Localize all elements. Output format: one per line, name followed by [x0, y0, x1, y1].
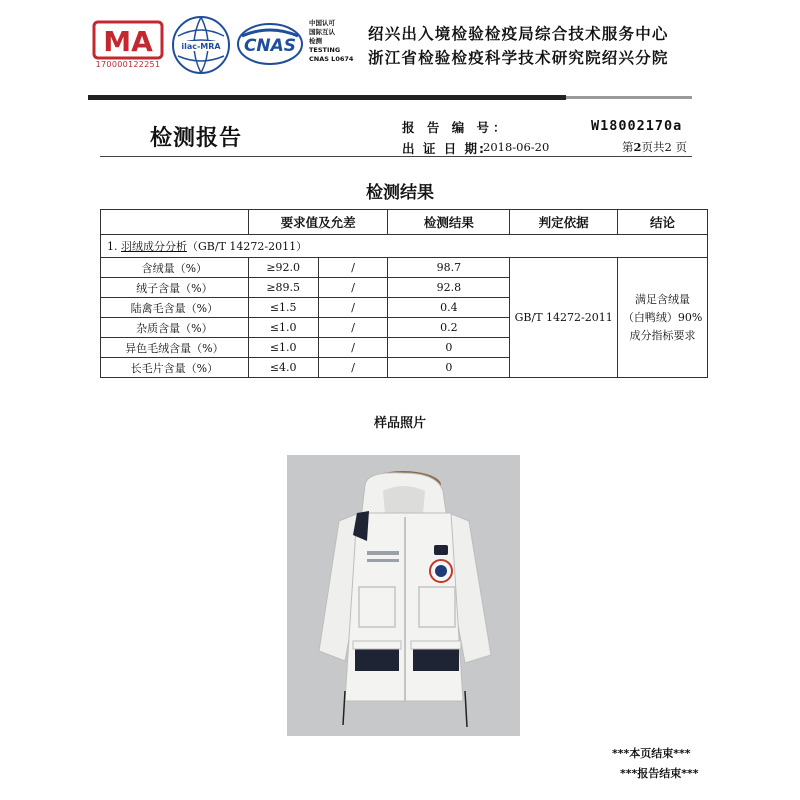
svg-text:MA: MA	[103, 25, 153, 58]
result-value: 0	[388, 338, 510, 358]
section-title: 1. 羽绒成分分析（GB/T 14272-2011）	[101, 235, 708, 258]
table-header-row	[101, 210, 708, 235]
tolerance-value: /	[318, 298, 388, 318]
test-basis: GB/T 14272-2011	[510, 258, 618, 378]
item-name: 含绒量（%）	[101, 258, 249, 278]
item-name: 长毛片含量（%）	[101, 358, 249, 378]
issue-date-label: 出 证 日 期:	[402, 141, 487, 156]
cnas-accreditation-text: 中国认可 国际互认 检测 TESTING CNAS L0674	[309, 19, 354, 63]
results-table	[100, 209, 708, 378]
requirement-value: ≤1.0	[248, 338, 318, 358]
header-divider-light	[566, 96, 692, 99]
header-requirement: 要求值及允差	[248, 210, 388, 235]
section-row	[101, 235, 708, 258]
meta-divider	[100, 156, 692, 157]
report-number-label: 报 告 编 号：	[402, 120, 510, 135]
conclusion: 满足含绒量 （白鸭绒）90% 成分指标要求	[618, 258, 708, 378]
page-indicator: 第2页共2 页	[622, 140, 687, 154]
report-number: W18002170a	[591, 118, 683, 134]
requirement-value: ≥89.5	[248, 278, 318, 298]
organization-name-line2: 浙江省检验检疫科学技术研究院绍兴分院	[368, 49, 669, 67]
item-name: 异色毛绒含量（%）	[101, 338, 249, 358]
header-basis: 判定依据	[510, 210, 618, 235]
result-value: 0.2	[388, 318, 510, 338]
sample-photo-title: 样品照片	[373, 416, 426, 431]
requirement-value: ≥92.0	[248, 258, 318, 278]
requirement-value: ≤1.0	[248, 318, 318, 338]
svg-text:CNAS: CNAS	[243, 36, 297, 56]
tolerance-value: /	[318, 278, 388, 298]
requirement-value: ≤1.5	[248, 298, 318, 318]
organization-name-line1: 绍兴出入境检验检疫局综合技术服务中心	[368, 25, 669, 43]
header-result: 检测结果	[388, 210, 510, 235]
tolerance-value: /	[318, 258, 388, 278]
svg-text:ilac-MRA: ilac-MRA	[181, 42, 221, 51]
header-divider	[88, 95, 566, 100]
report-end-marker: ***报告结束***	[620, 767, 699, 780]
cma-logo-icon	[92, 20, 164, 60]
results-title: 检测结果	[366, 183, 434, 203]
tolerance-value: /	[318, 338, 388, 358]
page-end-marker: ***本页结束***	[612, 747, 691, 760]
cnas-logo-icon	[236, 22, 304, 66]
requirement-value: ≤4.0	[248, 358, 318, 378]
sample-jacket-photo	[287, 455, 520, 736]
cma-number: 170000122251	[95, 60, 161, 69]
tolerance-value: /	[318, 318, 388, 338]
result-value: 0.4	[388, 298, 510, 318]
result-value: 0	[388, 358, 510, 378]
item-name: 杂质含量（%）	[101, 318, 249, 338]
ilac-mra-logo-icon	[170, 14, 232, 76]
table-row	[101, 258, 708, 278]
item-name: 绒子含量（%）	[101, 278, 249, 298]
header-conclusion: 结论	[618, 210, 708, 235]
item-name: 陆禽毛含量（%）	[101, 298, 249, 318]
header-item	[101, 210, 249, 235]
tolerance-value: /	[318, 358, 388, 378]
issue-date: 2018-06-20	[483, 140, 550, 154]
result-value: 98.7	[388, 258, 510, 278]
report-title: 检测报告	[150, 126, 243, 151]
result-value: 92.8	[388, 278, 510, 298]
